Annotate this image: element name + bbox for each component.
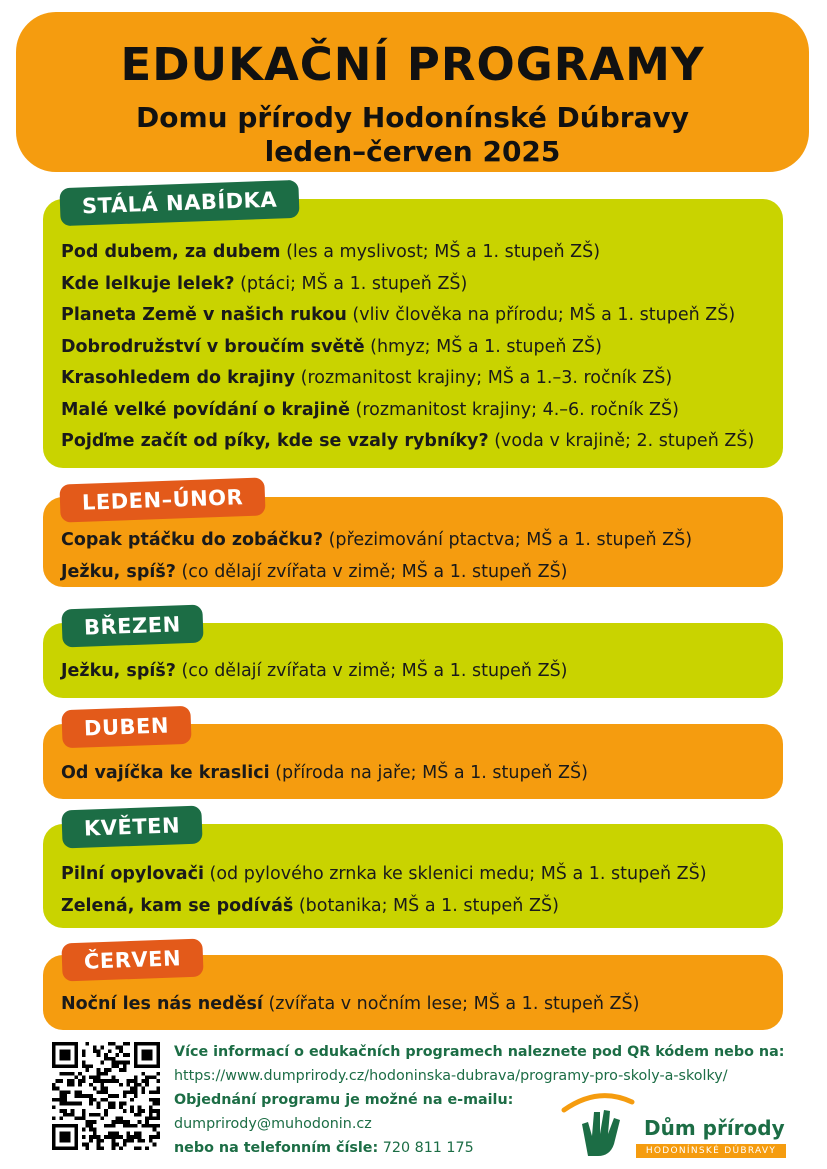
info-text: Více informací o edukačních programech naleznete pod QR kódem nebo na: <box>174 1044 785 1060</box>
program-desc: (přezimování ptactva; MŠ a 1. stupeň ZŠ) <box>323 530 693 550</box>
footer <box>50 1040 790 1160</box>
program-item <box>61 269 773 301</box>
program-name: Pod dubem, za dubem <box>61 242 281 262</box>
program-item <box>61 426 773 458</box>
qr-code-icon[interactable] <box>52 1042 160 1150</box>
program-item <box>61 656 773 688</box>
program-name: Ježku, spíš? <box>61 661 176 681</box>
program-name: Krasohledem do krajiny <box>61 368 296 388</box>
phone-number[interactable]: 720 811 175 <box>378 1140 474 1156</box>
program-item <box>61 758 773 790</box>
program-name: Pojďme začít od píky, kde se vzaly rybníky? <box>61 431 489 451</box>
program-desc: (ptáci; MŠ a 1. stupeň ZŠ) <box>234 273 468 294</box>
program-name: Zelená, kam se podíváš <box>61 895 294 916</box>
tag-cerven: ČERVEN <box>61 939 203 982</box>
program-item <box>61 363 773 395</box>
tag-stala-nabidka: STÁLÁ NABÍDKA <box>59 180 299 226</box>
program-list <box>61 758 773 790</box>
phone-label: nebo na telefonním čísle: <box>174 1140 379 1156</box>
logo <box>558 1090 786 1160</box>
program-desc: (voda v krajině; 2. stupeň ZŠ) <box>488 431 755 451</box>
program-item <box>61 859 773 891</box>
website-link[interactable]: https://www.dumprirody.cz/hodoninska-dubrava/programy-pro-skoly-a-skolky/ <box>174 1068 728 1084</box>
hand-logo-icon <box>558 1090 648 1160</box>
program-desc: (zvířata v nočním lese; MŠ a 1. stupeň ZŠ) <box>262 994 640 1014</box>
program-name: Dobrodružství v broučím světě <box>61 336 365 357</box>
program-desc: (rozmanitost krajiny; 4.–6. ročník ZŠ) <box>349 399 679 420</box>
program-item <box>61 300 773 332</box>
program-item <box>61 237 773 269</box>
program-name: Od vajíčka ke kraslici <box>61 763 270 783</box>
program-list <box>61 237 773 458</box>
email-link[interactable]: dumprirody@muhodonin.cz <box>174 1116 372 1132</box>
program-list <box>61 525 773 588</box>
program-name: Kde lelkuje lelek? <box>61 273 235 294</box>
program-desc: (příroda na jaře; MŠ a 1. stupeň ZŠ) <box>269 763 588 783</box>
tag-duben: DUBEN <box>61 706 191 748</box>
program-list <box>61 989 773 1021</box>
program-item <box>61 525 773 557</box>
program-name: Copak ptáčku do zobáčku? <box>61 530 324 550</box>
tag-leden-unor: LEDEN–ÚNOR <box>59 477 265 522</box>
tag-brezen: BŘEZEN <box>61 605 203 648</box>
tag-kveten: KVĚTEN <box>61 806 202 849</box>
page-subtitle: Domu přírody Hodonínské Dúbravy <box>136 101 689 134</box>
program-item <box>61 557 773 589</box>
program-item <box>61 395 773 427</box>
page-period: leden–červen 2025 <box>264 135 561 168</box>
program-desc: (od pylového zrnka ke sklenici medu; MŠ a 1. stupeň ZŠ) <box>203 864 707 884</box>
program-name: Malé velké povídání o krajině <box>61 399 350 420</box>
program-desc: (co dělají zvířata v zimě; MŠ a 1. stupeň ZŠ) <box>175 661 568 681</box>
program-desc: (vliv člověka na přírodu; MŠ a 1. stupeň ZŠ) <box>346 305 736 325</box>
program-name: Ježku, spíš? <box>61 561 176 582</box>
program-desc: (les a myslivost; MŠ a 1. stupeň ZŠ) <box>280 242 601 262</box>
logo-band: HODONÍNSKÉ DÚBRAVY <box>636 1144 786 1158</box>
program-list <box>61 859 773 922</box>
section-stala-nabidka <box>43 199 783 468</box>
page-title: EDUKAČNÍ PROGRAMY <box>120 38 705 91</box>
program-item <box>61 332 773 364</box>
program-name: Noční les nás neděsí <box>61 994 263 1014</box>
program-name: Pilní opylovači <box>61 864 204 884</box>
program-item <box>61 989 773 1021</box>
program-desc: (rozmanitost krajiny; MŠ a 1.–3. ročník ZŠ) <box>295 368 673 388</box>
header-banner <box>16 12 809 172</box>
program-desc: (botanika; MŠ a 1. stupeň ZŠ) <box>293 895 559 916</box>
program-name: Planeta Země v našich rukou <box>61 305 347 325</box>
order-text: Objednání programu je možné na e-mailu: <box>174 1092 514 1108</box>
logo-name: Dům přírody <box>644 1116 785 1140</box>
program-desc: (hmyz; MŠ a 1. stupeň ZŠ) <box>364 336 602 357</box>
program-list <box>61 656 773 688</box>
program-desc: (co dělají zvířata v zimě; MŠ a 1. stupeň ZŠ) <box>175 561 568 582</box>
program-item <box>61 891 773 923</box>
